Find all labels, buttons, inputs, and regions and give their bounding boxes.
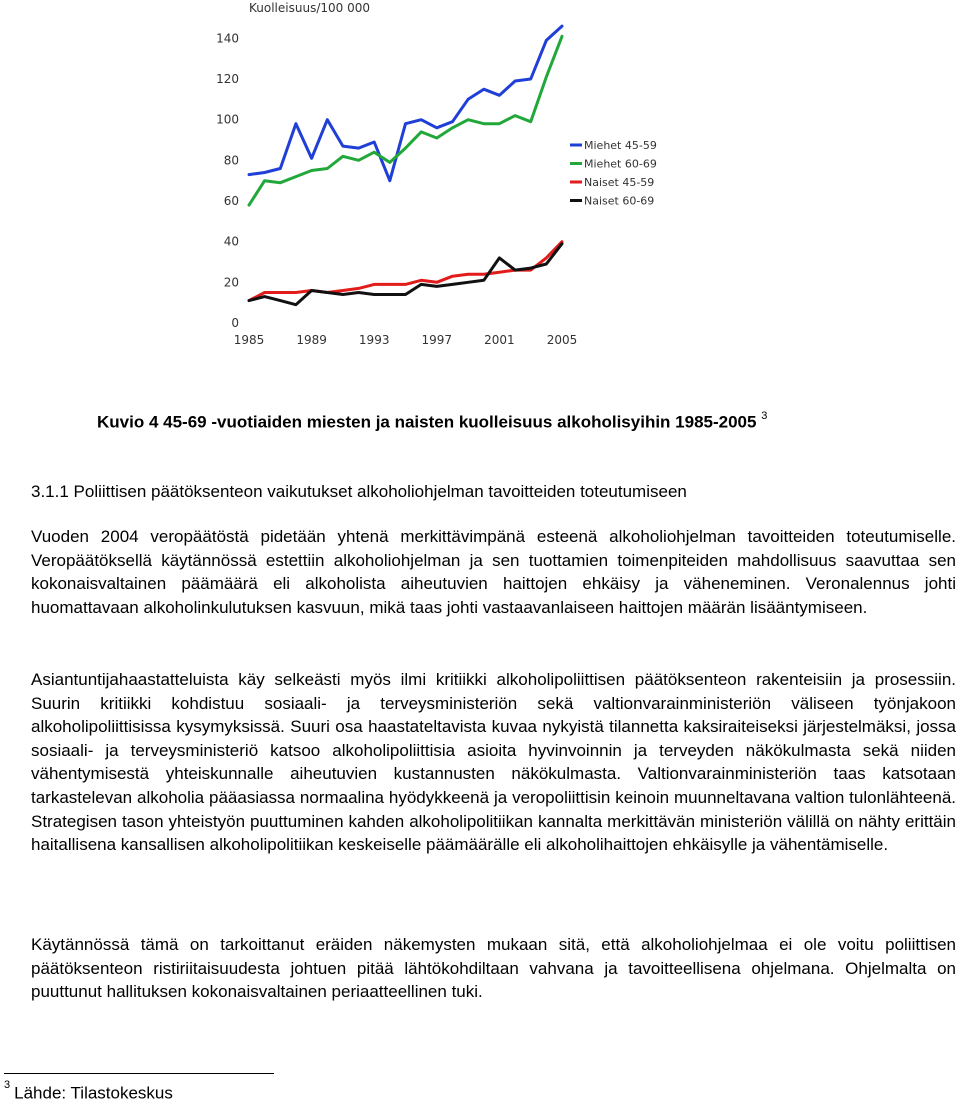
y-axis [216, 31, 239, 330]
chart-legend [570, 139, 657, 208]
figure-caption [97, 412, 767, 433]
footnote-divider [4, 1073, 274, 1074]
legend-label: Naiset 45-59 [584, 176, 655, 189]
y-tick-label: 60 [223, 194, 239, 208]
y-tick-label: 120 [216, 72, 239, 86]
footnote-text: Lähde: Tilastokeskus [14, 1083, 173, 1103]
x-tick-label: 2005 [546, 333, 578, 347]
paragraph-1: Vuoden 2004 veropäätöstä pidetään yhtenä merkittävimpänä esteenä alkoholiohjelman tavoitteiden toteutumiselle. Veropäätöksellä käytännössä estettiin alkoholiohjelman ja sen tuottamien toimenpiteiden mahdollisuus saavuttaa sen kokonaisvaltainen päämäärä eli alkoholista aiheutuvien haittojen ehkäisy ja väheneminen. Veronalennus johti huomattavaan alkoholinkulutuksen kasvuun, mikä taas johti vastaavanlaiseen haittojen määrän lisääntymiseen. [31, 527, 956, 617]
paragraph-2: Asiantuntijahaastatteluista käy selkeästi myös ilmi kritiikki alkoholipoliittisen päätöksenteon rakenteisiin ja prosessiin. Suurin kritiikki kohdistuu sosiaali- ja terveysministeriön sekä valtionvarainministeriön väliseen työnjakoon alkoholipoliittisissa kysymyksissä. Suuri osa haastateltavista kuvaa nykyistä tilannetta kaksiraiteiseksi järjestelmäksi, jossa sosiaali- ja terveysministeriö katsoo alkoholipoliittisia asioita hyvinvoinnin ja terveyden näkökulmasta sekä niiden vähentymisestä yhteiskunnalle aiheutuvien kustannusten näkökulmasta. Valtionvarainministeriön taas katsotaan tarkastelevan alkoholia pääasiassa normaalina hyödykkeenä ja veropoliittisin keinoin muunneltavana valtion tulonlähteenä. Strategisen tason yhteistyön puuttuminen kahden alkoholipolitiikan kannalta merkittävän ministeriön välillä on nähty erittäin haitallisena kansallisen alkoholipolitiikan keskeiselle päämäärälle eli alkoholihaittojen ehkäisylle ja vähentämiselle. [31, 670, 956, 855]
series-line-miehet-45-59 [249, 26, 562, 181]
x-axis [234, 333, 578, 347]
x-tick-label: 1985 [233, 333, 265, 347]
legend-label: Miehet 60-69 [584, 157, 657, 171]
y-tick-label: 80 [223, 153, 239, 168]
x-tick-label: 1993 [358, 333, 390, 347]
caption-text: Kuvio 4 45-69 -vuotiaiden miesten ja naisten kuolleisuus alkoholisyihin 1985-2005 [97, 412, 757, 432]
y-tick-label: 140 [216, 31, 239, 46]
paragraph-3: Käytännössä tämä on tarkoittanut eräiden näkemysten mukaan sitä, että alkoholiohjelmaa ei ole voitu poliittisen päätöksenteon ristiriitaisuudesta johtuen pitää lähtökohdiltaan vahvana ja tavoitteellisena ohjelmana. Ohjelmalta on puuttunut hallituksen kokonaisvaltainen periaatteellinen tuki. [31, 935, 956, 1002]
y-tick-label: 100 [216, 112, 239, 127]
footnote-number: 3 [4, 1079, 11, 1091]
caption-footnote-ref: 3 [761, 410, 768, 422]
series-line-miehet-60-69 [249, 36, 562, 205]
footnote [4, 1079, 173, 1104]
x-tick-label: 2001 [484, 333, 515, 347]
x-tick-label: 1997 [421, 333, 453, 347]
series-line-naiset-60-69 [249, 244, 562, 305]
mortality-line-chart [212, 0, 672, 352]
legend-label: Naiset 60-69 [584, 194, 655, 208]
y-tick-label: 0 [231, 316, 239, 330]
section-heading: 3.1.1 Poliittisen päätöksenteon vaikutukset alkoholiohjelman tavoitteiden toteutumiseen [31, 482, 687, 501]
chart-series [249, 26, 562, 305]
legend-label: Miehet 45-59 [584, 139, 657, 152]
y-tick-label: 20 [223, 275, 239, 290]
chart-title: Kuolleisuus/100 000 [249, 1, 370, 15]
x-tick-label: 1989 [296, 333, 327, 347]
y-tick-label: 40 [223, 234, 239, 249]
